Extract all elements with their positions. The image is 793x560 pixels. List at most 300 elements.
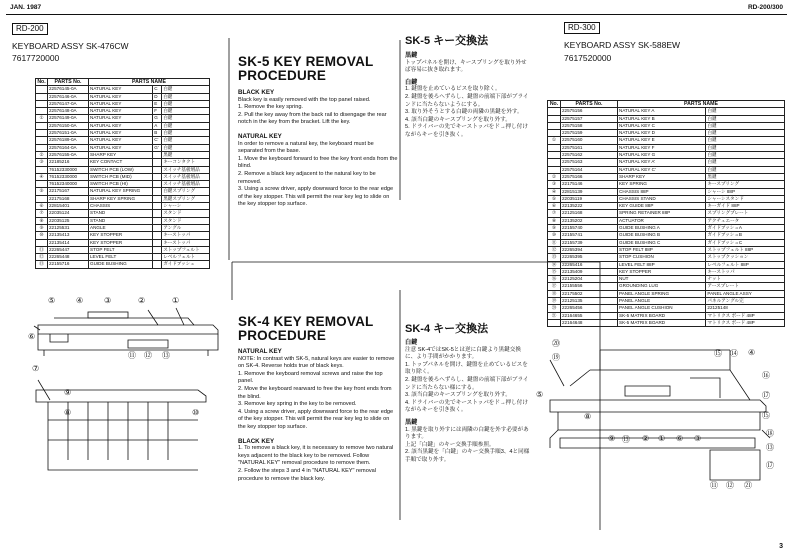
table-cell: 22815401 [48,203,89,210]
table-cell: NATURAL KEY [89,93,153,100]
table-cell: 22575161 [561,144,618,151]
table-cell: STOP FELT 88P [618,246,706,253]
table-row [548,276,785,283]
sk5-natural-key-heading: NATURAL KEY [238,132,282,140]
sk4-jp-white-heading: 白鍵 [405,339,418,346]
table-cell: 22035124 [48,210,89,217]
sk5-jp-step: 4. 該当白鍵のキースプリングを取り外す。 [405,116,511,123]
table-cell: 22576150-0A [48,122,89,129]
table-cell: 22576164-0A [48,144,89,151]
table-cell: 白鍵 [706,130,785,137]
table-cell: パネルアングル完 [706,298,785,305]
callout-label: ⑰ [762,391,770,400]
sk5-jp-step: 1. 鍵盤を止めているビスを取り除く。 [405,86,501,93]
sk4-jp-body [405,339,530,465]
table-cell: ⑨ [548,225,561,232]
table-cell: ⑤ [36,188,48,195]
table-cell: スタンド [162,210,210,217]
col-parts-no: PARTS No. [561,101,618,108]
table-cell: ⑭ [548,261,561,268]
callout-label: ⑨ [64,388,72,397]
table-cell: ⑬ [548,254,561,261]
table-row [548,319,785,326]
table-cell: 白鍵 [162,100,210,107]
sk5-jp-step: 3. 取り外そうとする白鍵の両隣の黒鍵を外す。 [405,109,523,116]
callout-label: ⑪ [128,351,136,360]
sk5-title-line1: SK-5 KEY REMOVAL [238,54,374,69]
table-cell: 22575159 [561,130,618,137]
table-cell: 22125168 [561,210,618,217]
callout-label: ⑭ [730,349,738,358]
table-row [548,261,785,268]
table-cell: NATURAL KEY [89,86,153,93]
table-cell: キーストッパ [162,232,210,239]
table-cell: 22576189-0A [48,137,89,144]
table-cell [548,115,561,122]
table-cell: 白鍵 [706,108,785,115]
sk4-black-step: 2. Follow the steps 3 and 4 in "NATURAL KEY" removal procedure to remove the black key. [238,467,376,482]
sk4-jp-step: 3. 該当白鍵のキースプリングを取り外す。 [405,392,511,399]
table-cell: 22576145-0A [48,86,89,93]
callout-label: ⑪ [710,481,718,490]
callout-label: ⑨ [608,434,616,443]
table-cell: 白鍵 [162,137,210,144]
table-cell: 白鍵 [162,115,210,122]
callout-label: ⑧ [584,412,592,421]
table-cell: 白鍵 [706,152,785,159]
table-cell: 白鍵 [162,93,210,100]
table-cell: 22576149-0A [48,115,89,122]
callout-label: ③ [104,296,112,305]
table-cell: G [153,115,162,122]
table-row [548,232,785,239]
table-cell: 22135222 [561,203,618,210]
table-cell: 22265395 [561,254,618,261]
callout-label: ⑬ [622,435,630,444]
table-cell: アングル [162,224,210,231]
table-cell: 22575160 [561,137,618,144]
table-cell: 22575163 [561,159,618,166]
table-cell: 白鍵 [706,137,785,144]
table-cell [548,319,561,326]
sk5-natural-step: 1. Move the keyboard forward to free the key front ends from the blind. [238,155,398,170]
table-cell: ナット [706,276,785,283]
table-cell: キーストッパ [706,268,785,275]
callout-label: ⑥ [28,332,36,341]
table-cell: SHARP KEY SPRING [89,195,153,202]
sk4-title [238,315,398,343]
sk4-natural-step: 1. Remove the keyboard removal screws and raise the top panel. [238,370,383,385]
table-cell: ⑲ [548,298,561,305]
callout-label: ③ [694,434,702,443]
table-cell: 22576148-0A [48,108,89,115]
table-cell: 22155716 [48,261,89,268]
table-cell: 22164655 [561,312,618,319]
table-cell: ② [36,151,48,158]
table-cell: 22135414 [48,239,89,246]
table-cell: アクチュエータ [706,217,785,224]
table-cell: SWITCH PCB (MID) [89,173,153,180]
table-cell: NATURAL KEY [89,115,153,122]
col-parts-no: PARTS No. [48,79,89,86]
sk5-jp-black-heading: 黒鍵 [405,52,418,59]
table-cell: NATURAL KEY [89,100,153,107]
sk4-jp-title: SK-4 キー交換法 [405,323,489,335]
sk5-black-step: 2. Pull the key away from the back rail to disengage the rear notch in the key from the bracket. Lift the key. [238,111,387,126]
table-cell: ストップフェルト 88P [706,246,785,253]
callout-label: ① [172,296,180,305]
table-cell: 22265394 [561,246,618,253]
table-cell: CHASSIS 88P [618,188,706,195]
callout-label: ⑳ [552,339,560,348]
table-cell: 22576147-0A [48,100,89,107]
table-cell: D [153,93,162,100]
table-cell: ⑳ [548,305,561,312]
table-cell: LEVEL FELT 88P [618,261,706,268]
sk4-title-line1: SK-4 KEY REMOVAL [238,314,374,329]
table-cell: 白鍵 [162,86,210,93]
table-cell [548,144,561,151]
table-cell: ⑮ [548,268,561,275]
table-cell: 22185216 [48,159,89,166]
table-cell: STAND [89,210,153,217]
table-cell: 22035119 [561,195,618,202]
sk5-black-key-heading: BLACK KEY [238,89,275,96]
table-cell: キーコンタクト [162,159,210,166]
page-number: 3 [779,543,783,550]
sk5-title-line2: PROCEDURE [238,68,327,83]
table-cell: 22575157 [561,115,618,122]
table-cell: 22164648 [561,319,618,326]
table-cell: ⑫ [548,246,561,253]
table-cell: SWITCH PCB (HI) [89,181,153,188]
table-cell: 22175146 [561,181,618,188]
table-row [548,254,785,261]
table-cell: ⑤ [548,195,561,202]
table-cell: ストップフェルト [162,246,210,253]
sk5-natural-step: 2. Remove a black key adjacent to the natural key to be removed. [238,170,376,185]
table-cell: ⑯ [548,276,561,283]
table-cell: 白鍵 [162,122,210,129]
table-cell: 白鍵 [706,122,785,129]
sk5-natural-step: 3. Using a screw driver, apply downward force to the rear edge of the key stopper. This will permit the rear key leg to slide on the key stopper top surface. [238,186,394,208]
rd300-parts-table [547,100,785,327]
table-cell: ③ [36,159,48,166]
table-cell: LEVEL FELT [89,254,153,261]
table-cell: SWITCH PCB (LOW) [89,166,153,173]
table-cell: 22155739 [561,239,618,246]
table-cell: 22155740 [561,225,618,232]
callout-label: ⑫ [144,351,152,360]
table-cell: NATURAL KEY A [618,108,706,115]
sk4-jp-step: 2. 鍵盤を後ろへずらし、鍵盤の前端下部がブラインドに当たらない様にする。 [405,376,529,391]
table-cell: 黒鍵 [162,151,210,158]
table-cell: 白鍵 [706,144,785,151]
table-cell: レベルフェルト [162,254,210,261]
table-cell: 白鍵 [162,144,210,151]
table-cell: 22575162 [561,152,618,159]
table-cell: ⑩ [36,232,48,239]
table-cell: NATURAL KEY C [618,122,706,129]
callout-label: ④ [748,348,756,357]
sk4-natural-step: 3. Remove key spring in the key to be removed. [238,401,357,408]
rd300-callouts [530,330,788,555]
table-cell: ① [548,137,561,144]
table-cell: STAND [89,217,153,224]
table-cell: ACTUATOR [618,217,706,224]
sk5-jp-black-text: トップパネルを開け、キースプリングを取り外せば容易に抜き取れます。 [405,59,527,74]
callout-label: ⑤ [536,390,544,399]
sk4-natural-step: 4. Using a screw driver, apply downward force to the rear edge of the key stopper. This will permit the rear key leg to slide on the key stopper top surface. [238,408,394,430]
table-cell: スイッチ基板増品 [162,173,210,180]
table-row [548,108,785,115]
table-row [548,115,785,122]
table-cell: 22135413 [48,232,89,239]
table-row [548,312,785,319]
sk4-jp-step: 2. 該当黒鍵を「白鍵」のキー交換手順3、4と同様手順で取り外す。 [405,449,530,463]
table-row [548,166,785,173]
callout-label: ⑤ [48,296,56,305]
table-cell: C [153,86,162,93]
header-date: JAN. 1987 [10,4,42,11]
table-cell: NATURAL KEY D [618,130,706,137]
callout-label: ⑲ [552,353,560,362]
table-cell: ストップクッション [706,254,785,261]
table-cell: SK-5 MATRIX BOARD [618,312,706,319]
table-cell: ⑧ [36,217,48,224]
table-cell: GUIDE BUSHING A [618,225,706,232]
table-cell: 22575164 [561,166,618,173]
table-cell: 22035125 [48,217,89,224]
table-cell: ⑥ [36,203,48,210]
table-cell: ⑦ [36,210,48,217]
sk5-jp-step: 5. ドライバーの先でキーストッパをド→押し付けながらキーを引き抜く。 [405,124,528,138]
table-cell: 22576155-0A [48,151,89,158]
table-cell: PANEL ANGLE ASSY [706,290,785,297]
sk4-note: NOTE: In contrast with SK-5, natural keys are easier to remove on SK-4. Reverse holds true of black keys. [238,355,395,370]
table-cell: ㉑ [548,312,561,319]
table-row [548,152,785,159]
table-cell: アースプレート [706,283,785,290]
sk5-natural-key-text: In order to remove a natural key, the keyboard must be separated from the base. [238,140,374,155]
table-row [548,130,785,137]
table-row [548,298,785,305]
callout-label: ⑫ [726,481,734,490]
sk4-jp-step: 1. トップパネルを開け、鍵盤を止めているビスを取り除く。 [405,361,528,376]
callout-label: ⑮ [762,411,770,420]
table-cell: STOP CUSHION [618,254,706,261]
table-cell [548,152,561,159]
table-row [548,173,785,180]
table-cell: A [153,122,162,129]
sk4-jp-step: 4. ドライバーの先でキーストッパをド→押し付けながらキーを引き抜く。 [405,399,528,414]
rd300-badge: RD-300 [564,22,600,34]
callout-label: ② [138,296,146,305]
callout-label: ⑥ [676,434,684,443]
table-cell [548,122,561,129]
table-cell: 22125531 [48,224,89,231]
table-cell: 22125135 [561,298,618,305]
callout-label: ① [658,434,666,443]
sk4-title-line2: PROCEDURE [238,328,327,343]
table-cell: キーストッパ [162,239,210,246]
table-cell: 白鍵 [162,108,210,115]
table-row [548,239,785,246]
rd200-badge: RD-200 [12,23,48,35]
col-parts-name: PARTS NAME [618,101,785,108]
sk4-jp-note: 注意 SK-4ではSK-5とは逆に白鍵より黒鍵交換に、より手間がかかります。 [405,346,521,361]
sk5-body [238,89,398,209]
sk5-black-key-text: Black key is easily removed with the top panel raised. [238,96,371,103]
table-cell [548,159,561,166]
rd300-title: KEYBOARD ASSY SK-588EW [564,40,681,50]
table-cell [548,166,561,173]
table-cell: G' [153,144,162,151]
table-row [548,290,785,297]
table-cell: 22125148 [706,305,785,312]
table-cell: 22125204 [561,276,618,283]
table-cell: 白鍵 [706,115,785,122]
table-cell: KEY SPRING [618,181,706,188]
table-cell: CHASSIS STAND [618,195,706,202]
table-row [548,305,785,312]
table-cell: ⑩ [548,232,561,239]
table-cell: 黒鍵 [706,173,785,180]
table-header-row [548,101,785,108]
table-cell: マトリクス ボード 48P [706,312,785,319]
table-cell: ガイドブッシュC [706,239,785,246]
table-cell: NATURAL KEY F [618,144,706,151]
table-cell: シャーシスタンド [706,195,785,202]
table-cell: シャーシ 88P [706,188,785,195]
table-row [548,195,785,202]
table-cell: 白鍵 [706,159,785,166]
callout-label: ④ [76,296,84,305]
table-cell: KEY STOPPER [89,232,153,239]
table-cell: GROUNDING LUG [618,283,706,290]
table-cell: C' [153,137,162,144]
table-cell: SHARP KEY [618,173,706,180]
table-cell: NUT [618,276,706,283]
table-cell: 22575156 [561,108,618,115]
callout-label: ⑮ [714,349,722,358]
table-cell: ⑫ [36,254,48,261]
table-cell: B [153,130,162,137]
table-cell: GUIDE BUSHING [89,261,153,268]
sk5-jp-white-heading: 白鍵 [405,78,418,86]
rd200-number: 7617720000 [12,53,60,63]
table-cell: NATURAL KEY B [618,115,706,122]
col-no: No. [37,79,46,85]
table-row [548,246,785,253]
table-cell: NATURAL KEY SPRING [89,188,153,195]
callout-label: ⑰ [766,461,774,470]
table-row [548,181,785,188]
table-cell: キースプリング [706,181,785,188]
table-cell: NATURAL KEY A' [618,159,706,166]
table-cell: KEY STOPPER [618,268,706,275]
table-cell: GUIDE BUSHING B [618,232,706,239]
sk5-jp-step: 2. 鍵盤を後ろへずらし、鍵盤の前端下部がブラインドに当たらないようにする。 [405,93,529,108]
table-cell: PANEL ANGLE CUSHION [618,305,706,312]
table-cell: ⑪ [36,246,48,253]
table-row [548,144,785,151]
table-cell: ガイドブッシュ [162,261,210,268]
table-cell: ① [36,115,48,122]
table-cell: スタンド [162,217,210,224]
table-cell: ⑨ [36,224,48,231]
table-cell: GUIDE BUSHING C [618,239,706,246]
sk5-title [238,55,398,83]
rd200-title: KEYBOARD ASSY SK-476CW [12,41,129,51]
table-cell: ガイドブッシュB [706,232,785,239]
sk4-black-key-heading: BLACK KEY [238,437,275,445]
table-cell: 22576146-0A [48,93,89,100]
table-cell: 22815139 [561,188,618,195]
table-cell: NATURAL KEY [89,130,153,137]
table-row [548,188,785,195]
table-cell: ⑥ [548,203,561,210]
table-cell: ⑦ [548,210,561,217]
table-cell: 白鍵スプリング [162,188,210,195]
table-cell: 22265416 [561,261,618,268]
table-row [548,203,785,210]
callout-label: ㉑ [744,481,752,490]
table-cell: 76152330000 [48,173,89,180]
table-cell: 22265448 [48,254,89,261]
table-cell: PANEL ANGLE SPRING [618,290,706,297]
table-cell: 白鍵 [162,130,210,137]
table-cell: 22135202 [561,217,618,224]
table-cell [548,130,561,137]
table-row [548,225,785,232]
rd300-number: 7617520000 [564,53,612,63]
col-parts-name: PARTS NAME [89,79,210,86]
table-cell: NATURAL KEY G [618,152,706,159]
callout-label: ② [642,434,650,443]
table-row [548,122,785,129]
table-cell: ⑬ [36,261,48,268]
sk4-natural-key-heading: NATURAL KEY [238,348,282,355]
callout-label: ⑬ [766,443,774,452]
sk4-natural-step: 2. Move the keyboard rearward to free the key front ends from the blind. [238,385,392,400]
table-cell: 76152340000 [48,181,89,188]
callout-label: ⑯ [762,371,770,380]
table-cell: ANGLE [89,224,153,231]
table-cell: キーガイド 88P [706,203,785,210]
table-cell: KEY GUIDE 88P [618,203,706,210]
table-cell: 22175502 [561,290,618,297]
table-cell: NATURAL KEY [89,144,153,151]
table-cell: SHARP KEY [89,151,153,158]
callout-label: ⑱ [766,429,774,438]
table-cell: 22155556 [561,283,618,290]
table-cell: E [153,100,162,107]
table-cell: 22135409 [561,268,618,275]
table-cell: 白鍵 [706,166,785,173]
table-cell: 黒鍵スプリング [162,195,210,202]
table-cell: F [153,108,162,115]
callout-label: ⑬ [162,351,170,360]
table-cell: 76152330000 [48,166,89,173]
table-cell: ⑧ [548,217,561,224]
table-cell: マトリクス ボード 48P [706,319,785,326]
table-cell: 22575158 [561,122,618,129]
table-cell: 22575166 [561,173,618,180]
table-row [548,283,785,290]
table-cell: STOP FELT [89,246,153,253]
header-model: RD-200/300 [747,4,783,11]
